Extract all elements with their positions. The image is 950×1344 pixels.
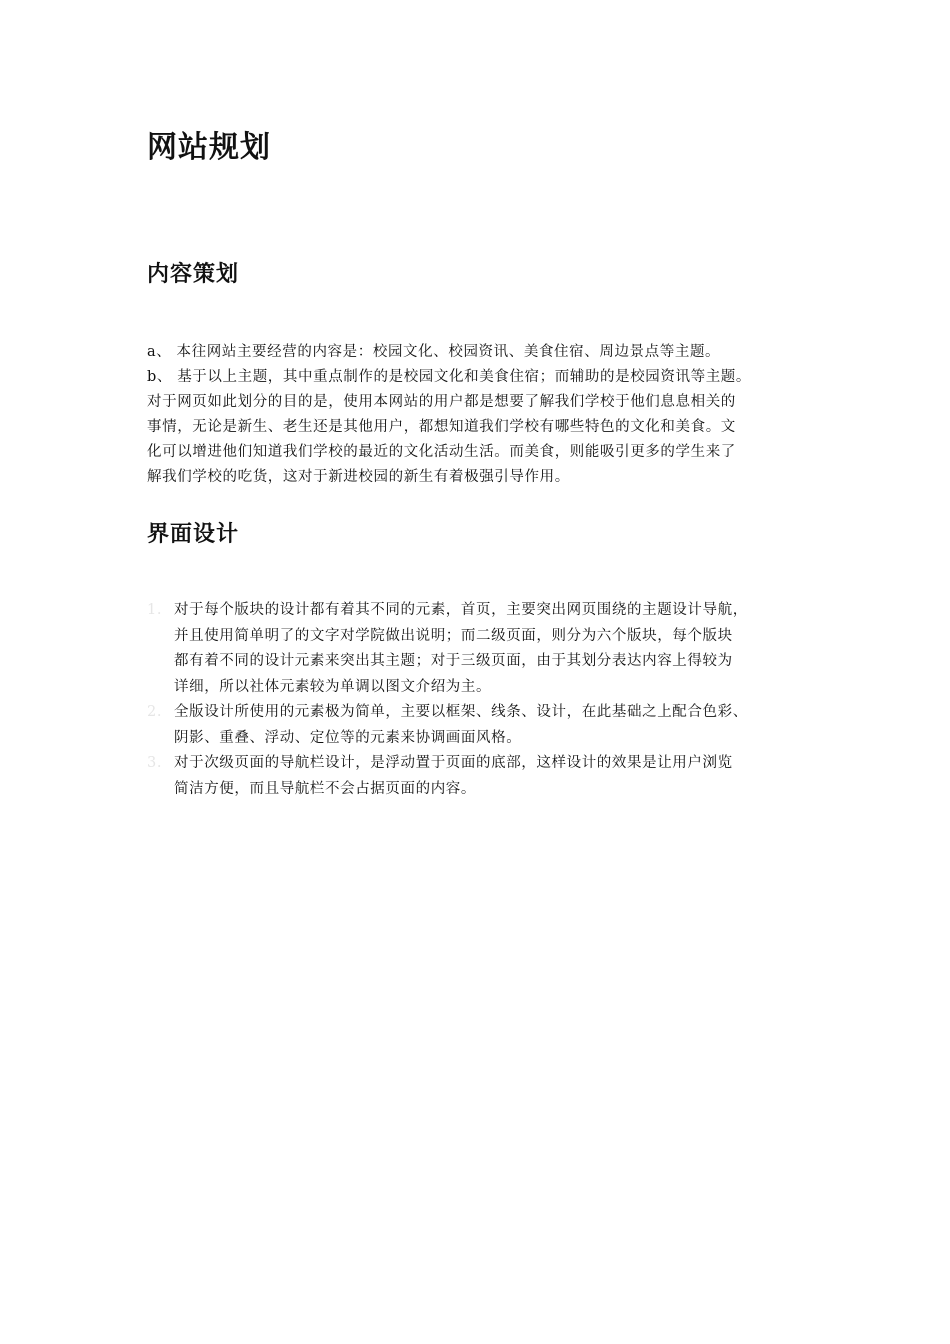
section-heading-content-planning: 内容策划 bbox=[147, 262, 240, 287]
list-line: 阴影、重叠、浮动、定位等的元素来协调画面风格。 bbox=[174, 729, 522, 746]
paragraph-line: a、 本往网站主要经营的内容是：校园文化、校园资讯、美食住宿、周边景点等主题。 bbox=[147, 344, 721, 360]
list-line: 对于每个版块的设计都有着其不同的元素，首页，主要突出网页围绕的主题设计导航， bbox=[174, 602, 748, 618]
list-item bbox=[147, 700, 827, 751]
paragraph-line: 解我们学校的吃货，这对于新进校园的新生有着极强引导作用。 bbox=[147, 469, 570, 485]
list-line: 对于次级页面的导航栏设计，是浮动置于页面的底部，这样设计的效果是让用户浏览 bbox=[174, 755, 733, 771]
list-line: 全版设计所使用的元素极为简单，主要以框架、线条、设计，在此基础之上配合色彩、 bbox=[174, 704, 748, 720]
paragraph-line: 对于网页如此划分的目的是，使用本网站的用户都是想要了解我们学校于他们息息相关的 bbox=[147, 394, 736, 410]
content-planning-text bbox=[147, 340, 817, 490]
list-item bbox=[147, 751, 827, 802]
list-bullet: 3. bbox=[147, 755, 163, 771]
list-line: 详细，所以社体元素较为单调以图文介绍为主。 bbox=[174, 678, 492, 695]
list-item bbox=[147, 598, 827, 700]
list-line: 简洁方便，而且导航栏不会占据页面的内容。 bbox=[174, 780, 476, 797]
section-heading-interface-design: 界面设计 bbox=[147, 522, 240, 547]
paragraph-line: b、 基于以上主题，其中重点制作的是校园文化和美食住宿；而辅助的是校园资讯等主题。 bbox=[147, 369, 751, 385]
interface-design-list bbox=[147, 598, 827, 802]
list-bullet: 1. bbox=[147, 602, 163, 618]
list-bullet: 2. bbox=[147, 704, 163, 720]
paragraph-line: 事情，无论是新生、老生还是其他用户，都想知道我们学校有哪些特色的文化和美食。文 bbox=[147, 419, 736, 435]
list-line: 都有着不同的设计元素来突出其主题；对于三级页面，由于其划分表达内容上得较为 bbox=[174, 653, 733, 669]
page-title: 网站规划 bbox=[147, 130, 271, 165]
paragraph-line: 化可以增进他们知道我们学校的最近的文化活动生活。而美食，则能吸引更多的学生来了 bbox=[147, 444, 736, 460]
list-line: 并且使用简单明了的文字对学院做出说明；而二级页面，则分为六个版块，每个版块 bbox=[174, 627, 733, 644]
